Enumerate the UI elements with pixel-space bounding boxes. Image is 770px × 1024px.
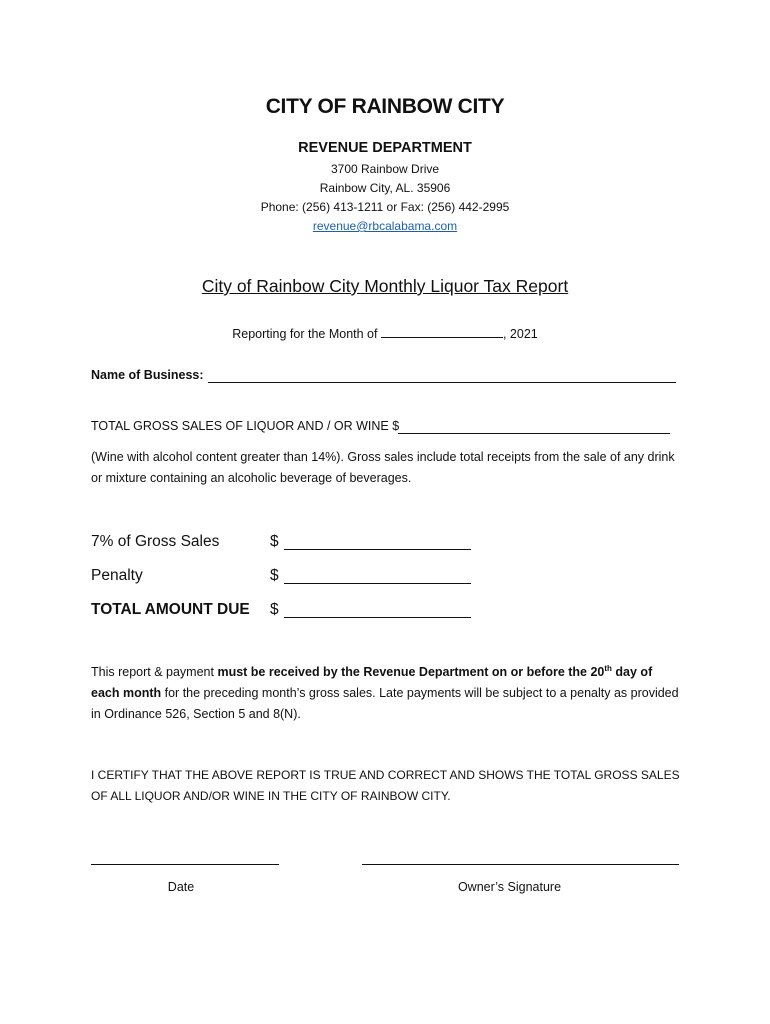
gross-pct-label: 7% of Gross Sales [91, 533, 220, 550]
address-line-2: Rainbow City, AL. 35906 [319, 181, 451, 195]
report-title: City of Rainbow City Monthly Liquor Tax Report [201, 276, 569, 296]
notice-bold-1: must be received by the Revenue Department on or before the 20 [217, 665, 605, 679]
owner-signature-line[interactable] [362, 864, 679, 865]
month-suffix: , 2021 [502, 327, 538, 341]
currency-sign: $ [270, 567, 279, 584]
date-label: Date [167, 880, 195, 894]
phone-fax: Phone: (256) 413-1211 or Fax: (256) 442-2995 [260, 200, 510, 214]
month-field[interactable] [381, 337, 503, 338]
notice-text-1: This report & payment [91, 665, 218, 679]
penalty-field[interactable] [284, 583, 471, 584]
department-heading: REVENUE DEPARTMENT [298, 140, 472, 156]
currency-sign: $ [270, 601, 279, 618]
notice-text-2: for the preceding month’s gross sales. Late payments will be subject to a penalty as provided in Ordinance 526, Section 5 and 8(N). [91, 686, 679, 721]
gross-pct-field[interactable] [284, 549, 471, 550]
notice-superscript: th [604, 663, 612, 673]
payment-notice [91, 662, 681, 725]
date-signature-line[interactable] [91, 864, 279, 865]
total-due-field[interactable] [284, 617, 471, 618]
gross-sales-field[interactable] [398, 433, 670, 434]
notice-bold-2: day of each month [91, 665, 653, 700]
gross-sales-label: TOTAL GROSS SALES OF LIQUOR AND / OR WINE $ [91, 419, 400, 433]
business-label: Name of Business: [91, 368, 204, 382]
owner-signature-label: Owner’s Signature [457, 880, 562, 894]
certification-text: I CERTIFY THAT THE ABOVE REPORT IS TRUE AND CORRECT AND SHOWS THE TOTAL GROSS SALES OF ALL LIQUOR AND/OR WINE IN THE CITY OF RAINBOW CITY. [91, 768, 680, 803]
wine-note: (Wine with alcohol content greater than 14%). Gross sales include total receipts from the sale of any drink or mixture containing an alcoholic beverage of beverages. [91, 450, 675, 485]
business-name-field[interactable] [208, 382, 676, 383]
total-due-label: TOTAL AMOUNT DUE [91, 601, 250, 618]
month-prefix: Reporting for the Month of [232, 327, 378, 341]
currency-sign: $ [270, 533, 279, 550]
address-line-1: 3700 Rainbow Drive [330, 162, 440, 176]
email-link[interactable]: revenue@rbcalabama.com [312, 219, 458, 233]
penalty-label: Penalty [91, 567, 143, 584]
page-title: CITY OF RAINBOW CITY [265, 95, 505, 118]
reporting-month-line [0, 327, 770, 341]
